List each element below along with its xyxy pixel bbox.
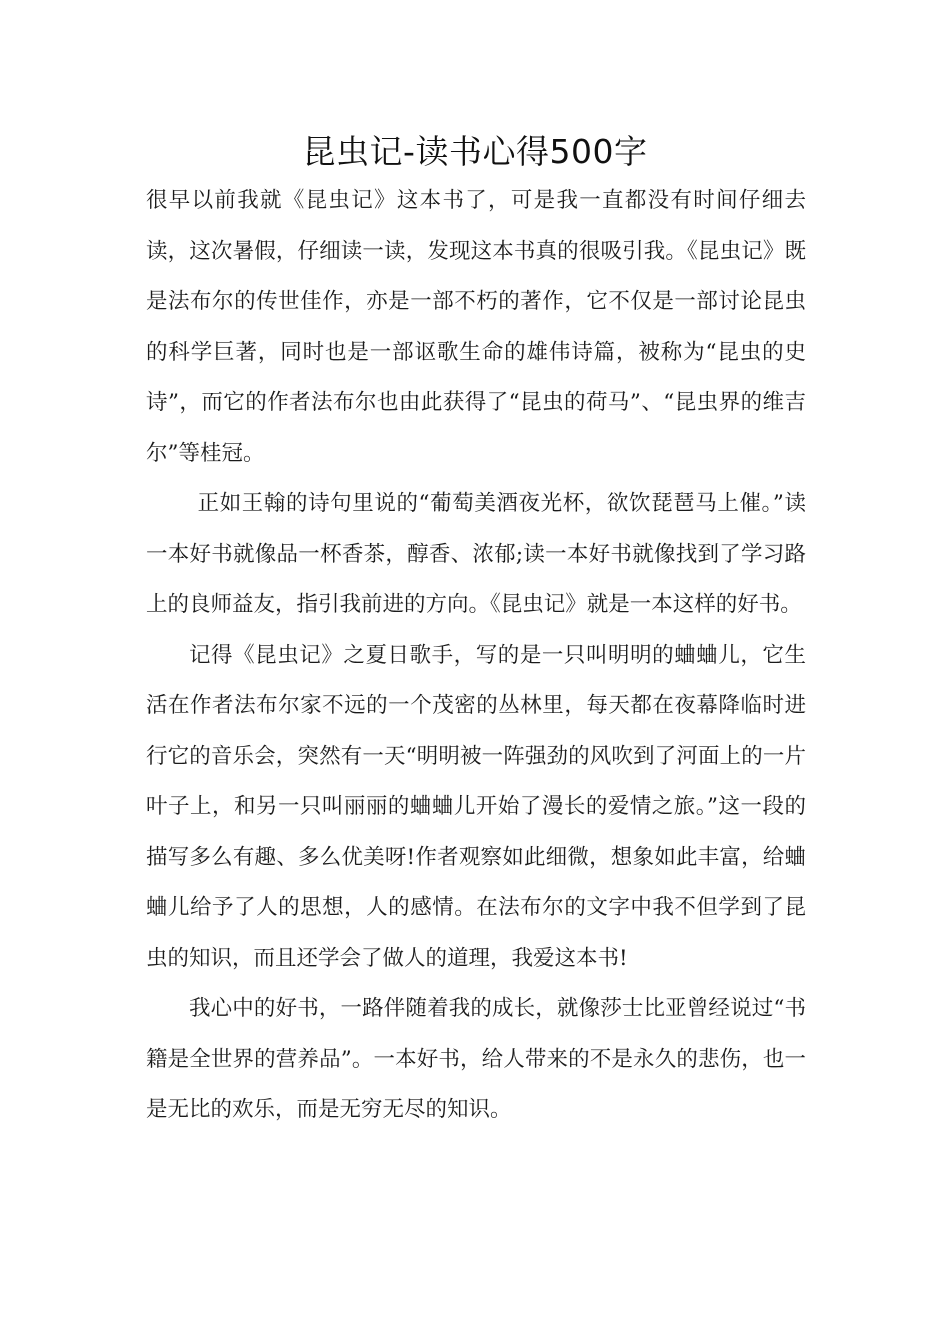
paragraph-3: 记得《昆虫记》之夏日歌手，写的是一只叫明明的蛐蛐儿，它生活在作者法布尔家不远的一个茂密的丛林里，每天都在夜幕降临时进行它的音乐会，突然有一天“明明被一阵强劲的风吹到了河面上的一片叶子上，和另一只叫丽丽的蛐蛐儿开始了漫长的爱情之旅。”这一段的描写多么有趣、多么优美呀!作者观察如此细微，想象如此丰富，给蛐蛐儿给予了人的思想，人的感情。在法布尔的文字中我不但学到了昆虫的知识，而且还学会了做人的道理，我爱这本书! xyxy=(146,642,806,971)
document-title: 昆虫记-读书心得500字 xyxy=(302,132,648,171)
paragraph-2: 正如王翰的诗句里说的“葡萄美酒夜光杯，欲饮琵琶马上催。”读一本好书就像品一杯香茶，醇香、浓郁;读一本好书就像找到了学习路上的良师益友，指引我前进的方向。《昆虫记》就是一本这样的好书。 xyxy=(146,491,806,617)
document-body xyxy=(146,176,806,1136)
paragraph-1: 很早以前我就《昆虫记》这本书了，可是我一直都没有时间仔细去读，这次暑假，仔细读一读，发现这本书真的很吸引我。《昆虫记》既是法布尔的传世佳作，亦是一部不朽的著作，它不仅是一部讨论昆虫的科学巨著，同时也是一部讴歌生命的雄伟诗篇，被称为“昆虫的史诗”，而它的作者法布尔也由此获得了“昆虫的荷马”、“昆虫界的维吉尔”等桂冠。 xyxy=(146,188,806,466)
paragraph-4: 我心中的好书，一路伴随着我的成长，就像莎士比亚曾经说过“书籍是全世界的营养品”。一本好书，给人带来的不是永久的悲伤，也一是无比的欢乐，而是无穷无尽的知识。 xyxy=(146,996,806,1122)
